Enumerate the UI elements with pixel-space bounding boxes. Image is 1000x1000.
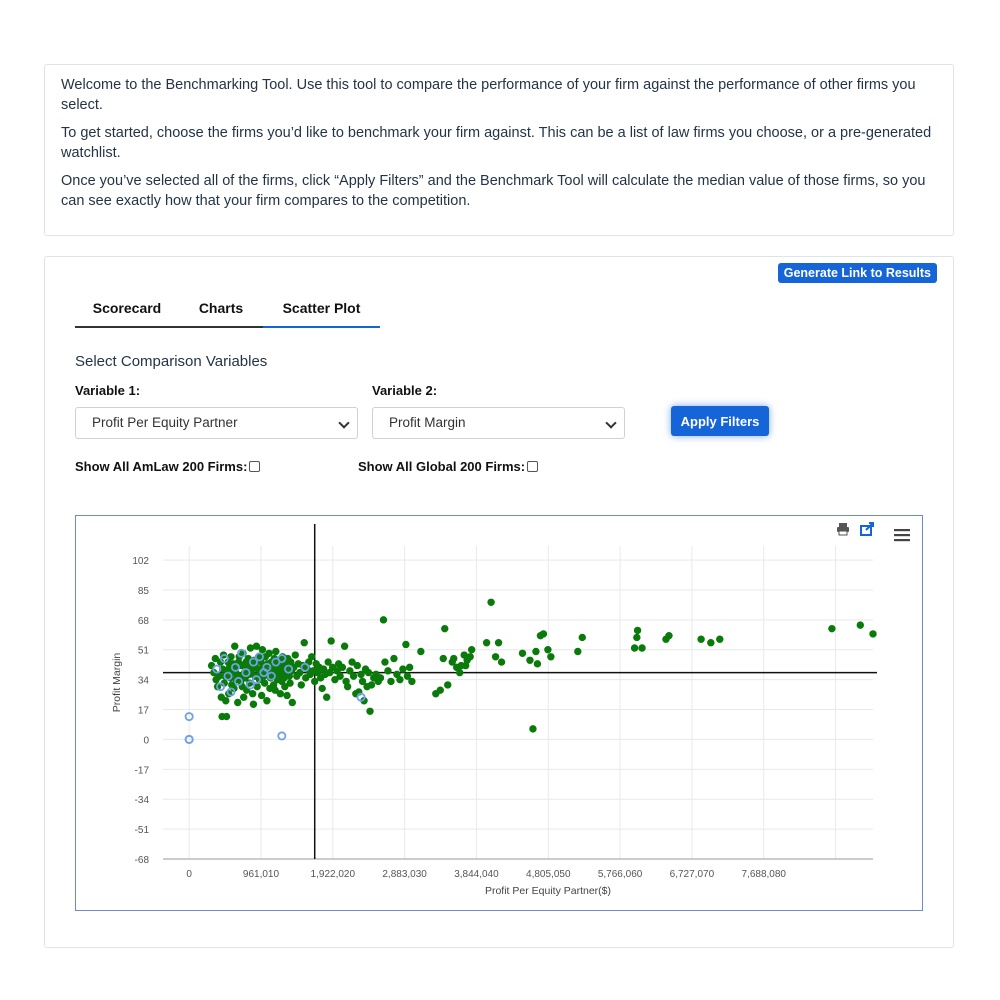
scatter-point <box>540 630 547 637</box>
amlaw-toggle <box>75 459 260 474</box>
chevron-down-icon <box>338 417 349 428</box>
tab-charts[interactable]: Charts <box>179 293 263 328</box>
scatter-point <box>341 643 348 650</box>
scatter-point <box>828 625 835 632</box>
scatter-point <box>354 662 361 669</box>
intro-panel <box>44 64 954 236</box>
scatter-point <box>283 692 290 699</box>
scatter-point <box>396 676 403 683</box>
scatter-point <box>249 690 256 697</box>
scatter-point <box>441 625 448 632</box>
scatter-chart <box>75 515 923 911</box>
x-tick-label: 6,727,070 <box>669 869 715 880</box>
scatter-point <box>402 641 409 648</box>
scatter-point <box>223 713 230 720</box>
scatter-point <box>327 637 334 644</box>
scatter-point <box>381 658 388 665</box>
generate-link-button[interactable]: Generate Link to Results <box>778 263 937 283</box>
scatter-point <box>450 655 457 662</box>
scatter-point <box>258 692 265 699</box>
variable1-value: Profit Per Equity Partner <box>92 415 238 430</box>
scatter-point <box>301 639 308 646</box>
scatter-point <box>292 651 299 658</box>
global-toggle <box>358 459 538 474</box>
section-title: Select Comparison Variables <box>75 353 268 370</box>
scatter-point <box>234 699 241 706</box>
scatter-point <box>408 678 415 685</box>
scatter-point <box>468 646 475 653</box>
scatter-point <box>633 634 640 641</box>
y-axis-title: Profit Margin <box>111 652 123 713</box>
scatter-point <box>631 644 638 651</box>
intro-paragraph-2: To get started, choose the firms you’d like to benchmark your firm against. This can be a list of law firms you choose, or a pre-generated watchlist. <box>61 125 932 161</box>
x-tick-label: 4,805,050 <box>526 869 571 880</box>
scatter-point <box>308 653 315 660</box>
y-tick-label: -34 <box>134 795 149 807</box>
variable2-label: Variable 2: <box>372 383 438 398</box>
tab-scorecard[interactable]: Scorecard <box>75 293 179 328</box>
tab-bar <box>75 293 380 328</box>
scatter-point <box>526 657 533 664</box>
variable2-select[interactable] <box>372 407 625 439</box>
scatter-point <box>390 655 397 662</box>
y-tick-label: 85 <box>137 585 149 597</box>
x-axis-title: Profit Per Equity Partner($) <box>484 885 612 897</box>
x-tick-label: 0 <box>186 869 192 880</box>
scatter-point <box>574 648 581 655</box>
scatter-point <box>716 635 723 642</box>
y-tick-label: 17 <box>137 705 149 717</box>
scatter-point <box>437 686 444 693</box>
scatter-point <box>380 616 387 623</box>
scatter-point <box>544 646 551 653</box>
scatter-point <box>318 685 325 692</box>
y-tick-label: 102 <box>132 556 149 568</box>
x-tick-label: 961,010 <box>242 869 280 880</box>
scatter-plot-svg <box>76 516 921 909</box>
scatter-point <box>222 697 229 704</box>
y-tick-label: 68 <box>137 615 149 627</box>
scatter-point <box>272 648 279 655</box>
scatter-point <box>707 639 714 646</box>
scatter-point <box>339 664 346 671</box>
y-tick-label: -51 <box>134 825 149 837</box>
amlaw-checkbox[interactable] <box>249 461 260 472</box>
scatter-point <box>399 665 406 672</box>
scatter-point <box>869 630 876 637</box>
y-tick-label: 51 <box>137 645 149 657</box>
scatter-point <box>261 679 268 686</box>
variable2-value: Profit Margin <box>389 415 466 430</box>
x-tick-label: 3,844,040 <box>454 869 499 880</box>
y-tick-label: 34 <box>137 675 149 687</box>
scatter-point <box>387 678 394 685</box>
chevron-down-icon <box>605 417 616 428</box>
scatter-point <box>289 699 296 706</box>
apply-filters-button[interactable]: Apply Filters <box>671 406 769 436</box>
scatter-point <box>534 660 541 667</box>
scatter-point <box>697 635 704 642</box>
variable1-label: Variable 1: <box>75 383 141 398</box>
scatter-point <box>634 627 641 634</box>
scatter-point <box>265 650 272 657</box>
scatter-point <box>857 621 864 628</box>
scatter-point <box>638 644 645 651</box>
y-tick-label: -68 <box>134 855 149 866</box>
tab-scatter-plot[interactable]: Scatter Plot <box>263 293 380 328</box>
scatter-point <box>231 643 238 650</box>
scatter-point <box>529 725 536 732</box>
intro-paragraph-3: Once you’ve selected all of the firms, click “Apply Filters” and the Benchmark Tool will calculate the median value of those firms, so you can see exactly how that your firm compares to the competition. <box>61 173 926 209</box>
scatter-point <box>366 708 373 715</box>
scatter-point <box>263 697 270 704</box>
scatter-point <box>344 683 351 690</box>
scatter-point <box>579 634 586 641</box>
intro-paragraph-1: Welcome to the Benchmarking Tool. Use this tool to compare the performance of your firm against the performance of other firms you select. <box>61 77 916 113</box>
scatter-point <box>365 669 372 676</box>
scatter-point <box>495 639 502 646</box>
scatter-point <box>406 664 413 671</box>
scatter-point <box>547 653 554 660</box>
y-tick-label: 0 <box>143 735 149 747</box>
scatter-point <box>444 681 451 688</box>
variable1-select[interactable] <box>75 407 358 439</box>
x-tick-label: 1,922,020 <box>310 869 356 880</box>
scatter-point <box>350 672 357 679</box>
scatter-point <box>377 674 384 681</box>
scatter-point <box>240 694 247 701</box>
scatter-point <box>483 639 490 646</box>
scatter-point <box>498 658 505 665</box>
scatter-point <box>466 653 473 660</box>
scatter-point <box>532 648 539 655</box>
scatter-point <box>277 690 284 697</box>
x-tick-label: 7,688,080 <box>741 869 786 880</box>
scatter-point <box>665 632 672 639</box>
y-tick-label: -17 <box>134 765 149 777</box>
scatter-point <box>492 653 499 660</box>
scatter-point <box>384 667 391 674</box>
scatter-point <box>519 650 526 657</box>
scatter-point <box>323 694 330 701</box>
amlaw-label: Show All AmLaw 200 Firms: <box>75 459 248 474</box>
global-checkbox[interactable] <box>527 461 538 472</box>
scatter-point <box>336 672 343 679</box>
benchmark-tool-panel <box>44 256 954 948</box>
global-label: Show All Global 200 Firms: <box>358 459 526 474</box>
scatter-point <box>250 701 257 708</box>
scatter-point <box>440 655 447 662</box>
scatter-point-selected <box>278 732 285 739</box>
scatter-point <box>487 599 494 606</box>
scatter-point <box>368 681 375 688</box>
scatter-point <box>298 681 305 688</box>
scatter-point <box>417 648 424 655</box>
x-tick-label: 2,883,030 <box>382 869 427 880</box>
scatter-point <box>286 679 293 686</box>
x-tick-label: 5,766,060 <box>597 869 643 880</box>
scatter-point <box>456 669 463 676</box>
